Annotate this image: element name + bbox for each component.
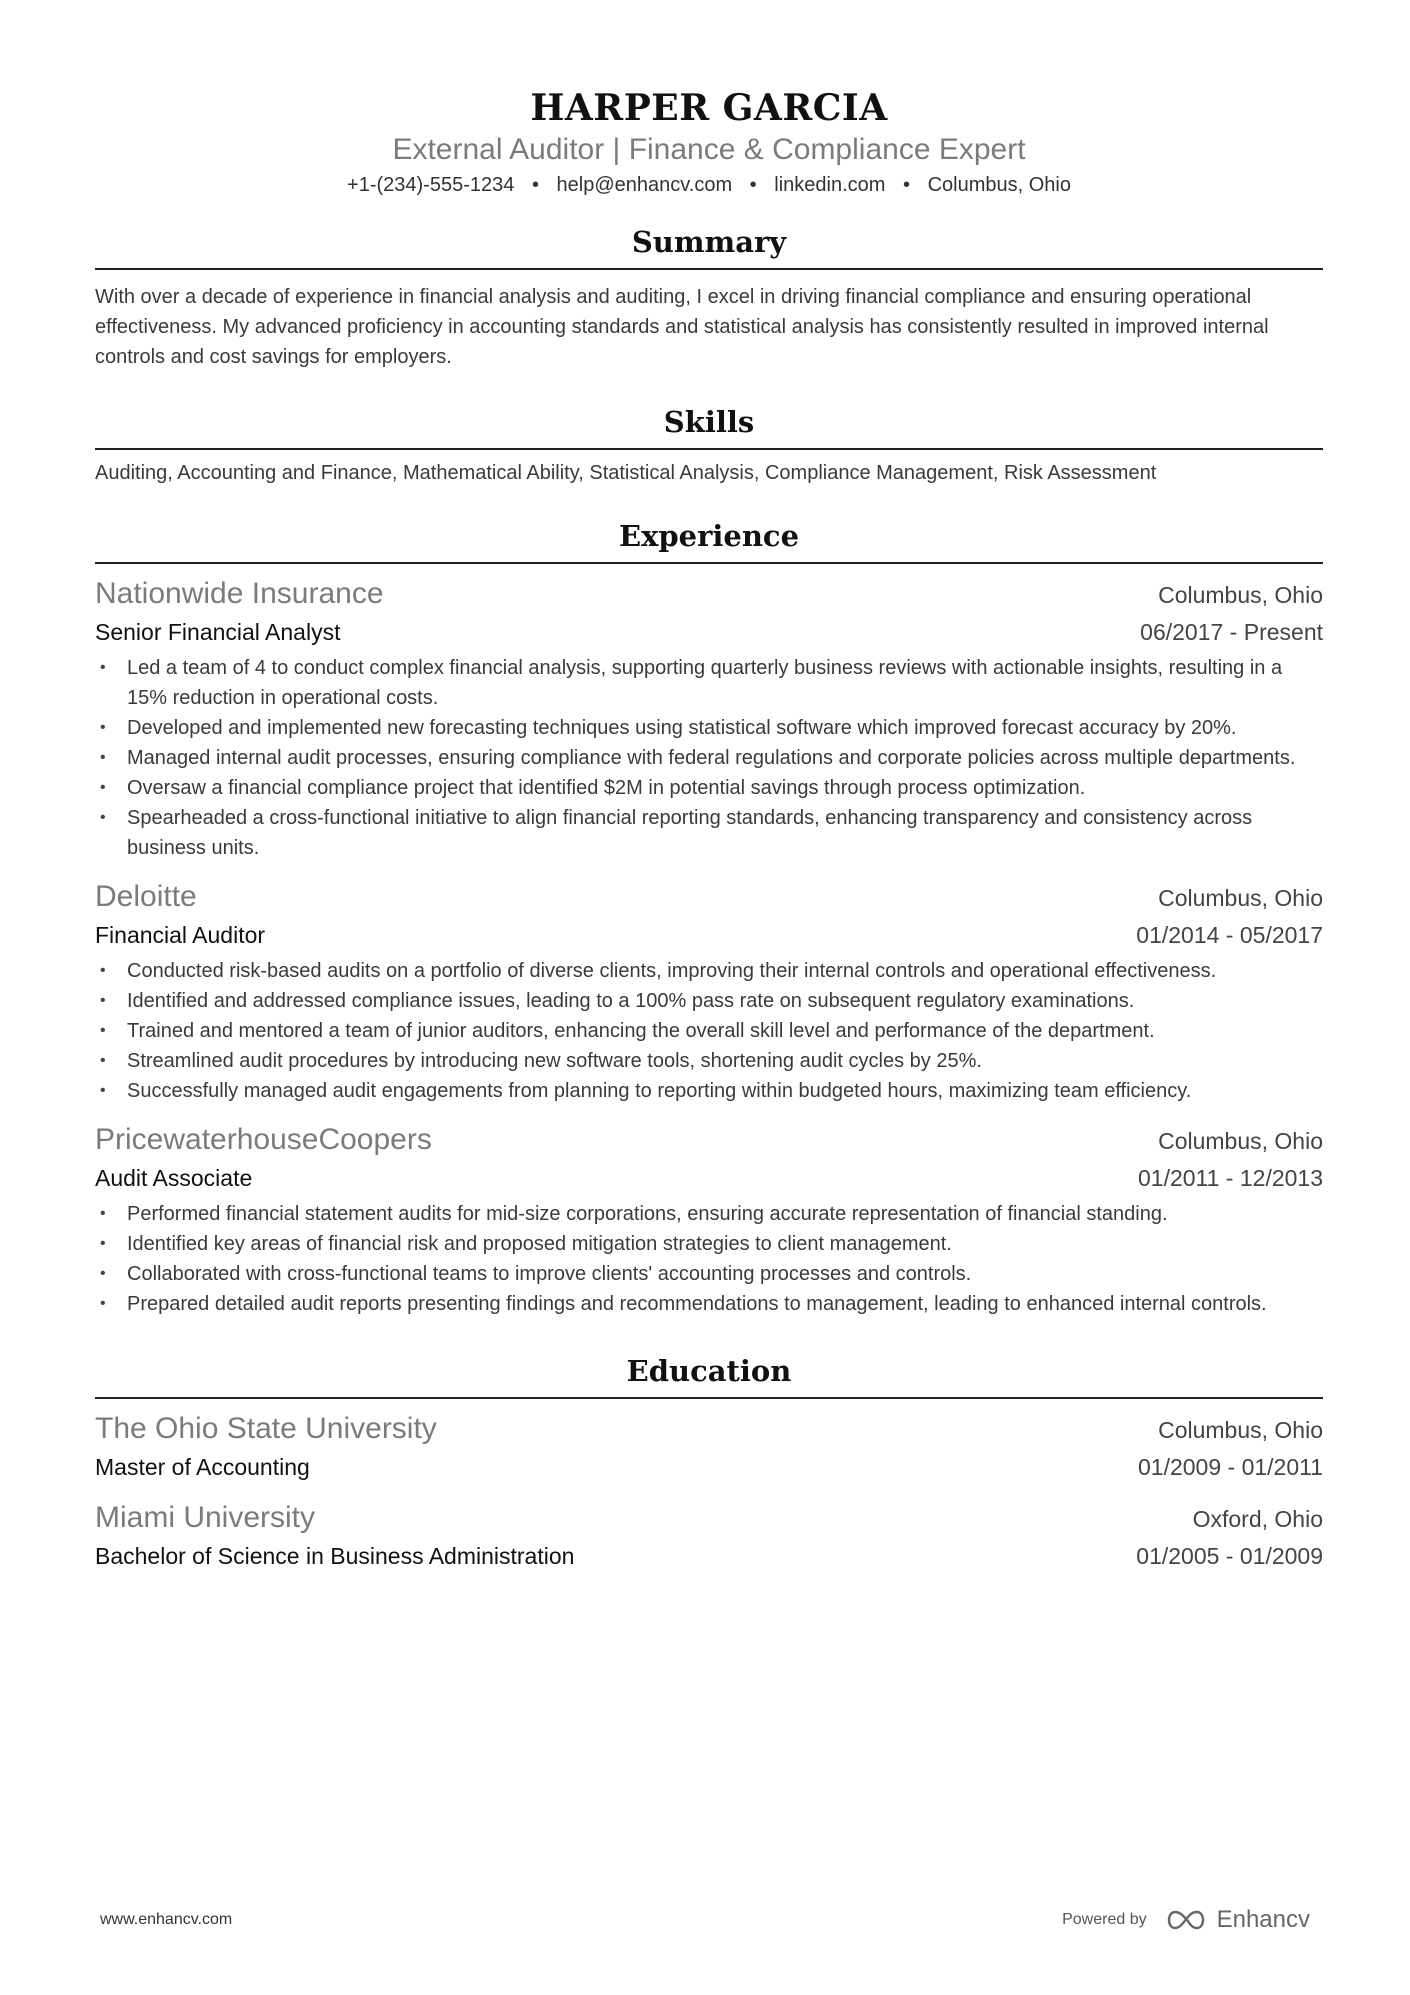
bullet-item: • Managed internal audit processes, ensuring compliance with federal regulations and corporate policies across multiple departments. [95, 743, 1323, 773]
powered-by-label: Powered by [1062, 1911, 1147, 1928]
education-dates: 01/2005 - 01/2009 [1136, 1543, 1323, 1569]
degree: Bachelor of Science in Business Administration [95, 1543, 575, 1569]
school-name: The Ohio State University [95, 1412, 437, 1445]
job-dates: 01/2014 - 05/2017 [1136, 922, 1323, 948]
enhancv-logo-icon [1163, 1908, 1209, 1932]
school-location: Columbus, Ohio [1158, 1417, 1323, 1443]
job-dates: 06/2017 - Present [1140, 619, 1323, 645]
bullet-item: • Led a team of 4 to conduct complex financial analysis, supporting quarterly business reviews with actionable insights, resulting in a 15% reduction in operational costs. [95, 653, 1323, 713]
experience-section [95, 516, 1323, 1319]
bullet-item: • Identified key areas of financial risk and proposed mitigation strategies to client management. [95, 1229, 1323, 1259]
bullet-item: • Successfully managed audit engagements from planning to reporting within budgeted hours, maximizing team efficiency. [95, 1076, 1323, 1106]
company-name: PricewaterhouseCoopers [95, 1123, 432, 1156]
company-name: Nationwide Insurance [95, 577, 384, 610]
education-entry [95, 1498, 1323, 1573]
job-title: Financial Auditor [95, 922, 266, 948]
bullet-item: • Collaborated with cross-functional teams to improve clients' accounting processes and controls. [95, 1259, 1323, 1289]
school-name: Miami University [95, 1501, 316, 1534]
job-dates: 01/2011 - 12/2013 [1137, 1165, 1323, 1191]
education-section [95, 1351, 1323, 1573]
enhancv-brand[interactable] [1163, 1906, 1310, 1934]
bullet-item: • Performed financial statement audits for mid-size corporations, ensuring accurate representation of financial standing. [95, 1199, 1323, 1229]
contact-location: Columbus, Ohio [927, 174, 1071, 196]
bullet-item: • Streamlined audit procedures by introducing new software tools, shortening audit cycles by 25%. [95, 1046, 1323, 1076]
page-footer [100, 1905, 1310, 1935]
job-bullets [95, 956, 1323, 1106]
bullet-item: • Developed and implemented new forecasting techniques using statistical software which improved forecast accuracy by 20%. [95, 713, 1323, 743]
section-title-summary: Summary [95, 222, 1323, 270]
section-title-skills: Skills [95, 402, 1323, 450]
bullet-item: • Conducted risk-based audits on a portfolio of diverse clients, improving their internal controls and operational effectiveness. [95, 956, 1323, 986]
job-bullets [95, 1199, 1323, 1319]
contact-phone: +1-(234)-555-1234 [347, 174, 515, 196]
job-title: Audit Associate [95, 1165, 253, 1191]
bullet-item: • Identified and addressed compliance issues, leading to a 100% pass rate on subsequent regulatory examinations. [95, 986, 1323, 1016]
section-title-experience: Experience [95, 516, 1323, 564]
company-name: Deloitte [95, 880, 197, 913]
job-location: Columbus, Ohio [1158, 885, 1323, 911]
school-location: Oxford, Ohio [1192, 1506, 1323, 1532]
skills-section [95, 402, 1323, 488]
bullet-item: • Trained and mentored a team of junior auditors, enhancing the overall skill level and performance of the department. [95, 1016, 1323, 1046]
bullet-separator: • [749, 174, 757, 196]
summary-text: With over a decade of experience in financial analysis and auditing, I excel in driving financial compliance and ensuring operational effectiveness. My advanced proficiency in accounting standards and statistical analysis has consistently resulted in improved internal controls and cost savings for employers. [95, 286, 1269, 368]
bullet-item: • Oversaw a financial compliance project that identified $2M in potential savings through process optimization. [95, 773, 1323, 803]
resume-header [95, 0, 1323, 200]
bullet-separator: • [902, 174, 910, 196]
job-title: Senior Financial Analyst [95, 619, 341, 645]
degree: Master of Accounting [95, 1454, 310, 1480]
bullet-item: • Spearheaded a cross-functional initiative to align financial reporting standards, enhancing transparency and consistency across business units. [95, 803, 1323, 863]
skills-text: Auditing, Accounting and Finance, Mathematical Ability, Statistical Analysis, Compliance Management, Risk Assessment [95, 462, 1157, 484]
candidate-headline: External Auditor | Finance & Compliance Expert [392, 133, 1026, 166]
education-dates: 01/2009 - 01/2011 [1137, 1454, 1323, 1480]
job-bullets [95, 653, 1323, 863]
contact-line [95, 170, 1323, 200]
experience-entry [95, 574, 1323, 863]
contact-linkedin[interactable]: linkedin.com [774, 174, 886, 196]
summary-section [95, 222, 1323, 372]
enhancv-brand-name: Enhancv [1216, 1906, 1310, 1933]
job-location: Columbus, Ohio [1158, 582, 1323, 608]
bullet-item: • Prepared detailed audit reports presenting findings and recommendations to management, leading to enhanced internal controls. [95, 1289, 1323, 1319]
candidate-name: HARPER GARCIA [530, 87, 888, 129]
job-location: Columbus, Ohio [1158, 1128, 1323, 1154]
section-title-education: Education [95, 1351, 1323, 1399]
experience-entry [95, 1120, 1323, 1319]
bullet-separator: • [531, 174, 539, 196]
contact-email[interactable]: help@enhancv.com [556, 174, 733, 196]
education-entry [95, 1409, 1323, 1484]
powered-by [1062, 1906, 1310, 1934]
experience-entry [95, 877, 1323, 1106]
resume-page [95, 0, 1323, 1573]
footer-website-link[interactable]: www.enhancv.com [100, 1911, 233, 1928]
